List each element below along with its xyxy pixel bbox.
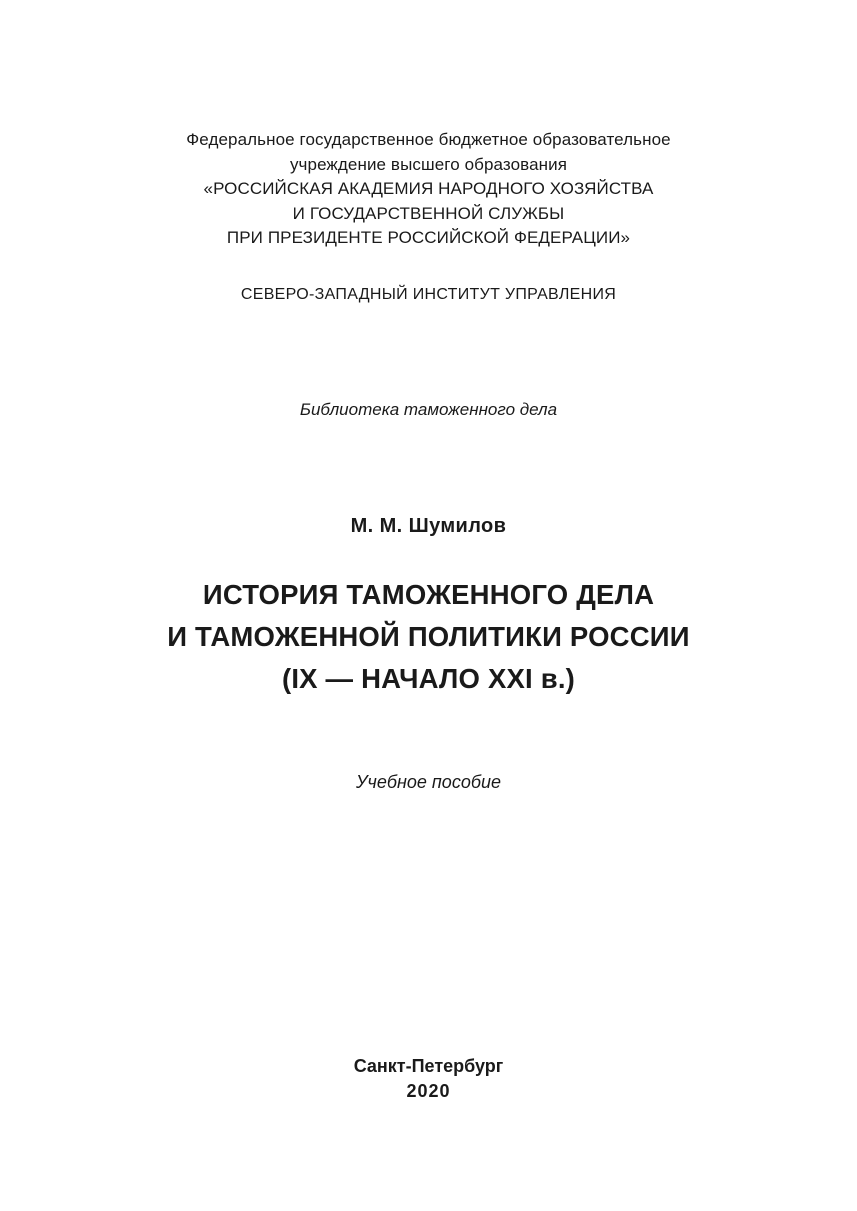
author-name: М. М. Шумилов: [350, 515, 507, 537]
institution-line-2: учреждение высшего образования: [289, 154, 568, 174]
branch-name: СЕВЕРО-ЗАПАДНЫЙ ИНСТИТУТ УПРАВЛЕНИЯ: [240, 286, 617, 303]
institution-line-3: «РОССИЙСКАЯ АКАДЕМИЯ НАРОДНОГО ХОЗЯЙСТВА: [203, 179, 654, 198]
series-name: Библиотека таможенного дела: [299, 400, 558, 419]
institution-header: [0, 128, 857, 251]
book-title-line-3: (IX — НАЧАЛО XXI в.): [281, 663, 576, 694]
book-title: [0, 574, 857, 700]
book-title-line-2: И ТАМОЖЕННОЙ ПОЛИТИКИ РОССИИ: [167, 621, 690, 652]
imprint-year: 2020: [406, 1081, 451, 1101]
institution-line-4: И ГОСУДАРСТВЕННОЙ СЛУЖБЫ: [292, 203, 565, 223]
institution-line-5: ПРИ ПРЕЗИДЕНТЕ РОССИЙСКОЙ ФЕДЕРАЦИИ»: [226, 228, 631, 247]
imprint-city: Санкт-Петербург: [353, 1056, 504, 1076]
institution-line-1: Федеральное государственное бюджетное образовательное: [186, 130, 671, 149]
book-subtitle: Учебное пособие: [356, 772, 501, 792]
book-title-line-1: ИСТОРИЯ ТАМОЖЕННОГО ДЕЛА: [202, 579, 655, 610]
